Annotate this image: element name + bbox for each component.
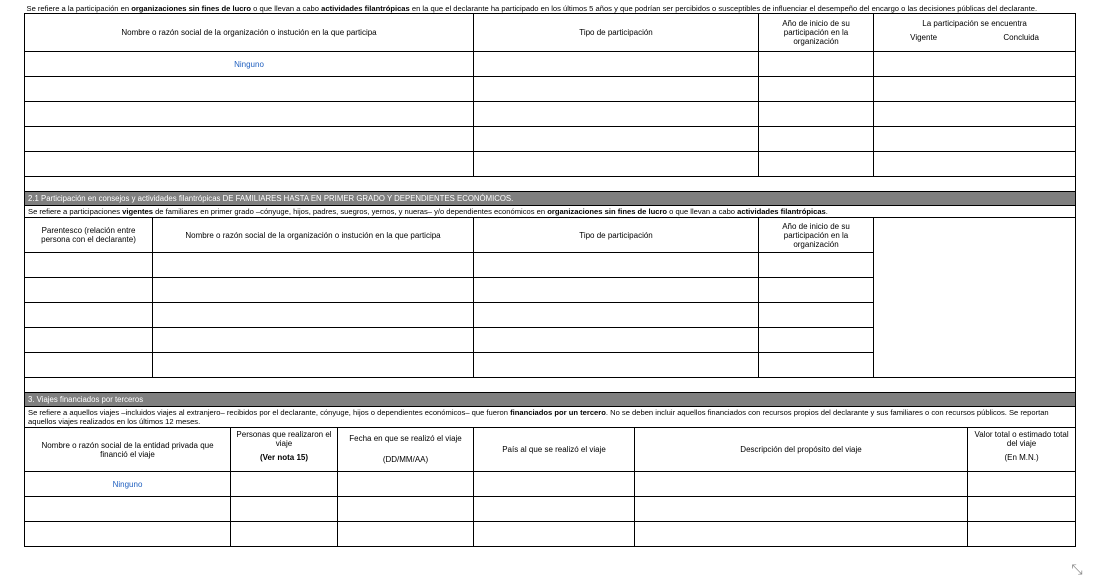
table-row bbox=[25, 102, 1076, 127]
collapse-icon[interactable]: ⤡ bbox=[1071, 561, 1083, 577]
col-header-entidad: Nombre o razón social de la entidad privada que financió el viaje bbox=[25, 428, 231, 472]
declaration-form bbox=[24, 0, 1075, 547]
col-header-tipo: Tipo de participación bbox=[474, 14, 759, 52]
section3-desc-row bbox=[25, 407, 1076, 428]
col-header-nombre: Nombre o razón social de la organización o instución en la que participa bbox=[25, 14, 474, 52]
spacer-row bbox=[25, 177, 1076, 192]
section3-title-bar bbox=[25, 393, 1076, 407]
col-header-anio: Año de inicio de su participación en la organización bbox=[759, 218, 874, 253]
col-header-descripcion: Descripción del propósito del viaje bbox=[635, 428, 968, 472]
ninguno-text: Ninguno bbox=[25, 472, 231, 497]
col-header-concluida: Concluida bbox=[1003, 33, 1039, 42]
form-table bbox=[24, 0, 1076, 547]
section21-header-row bbox=[25, 218, 1076, 253]
section2-intro: Se refiere a la participación en organizaciones sin fines de lucro o que llevan a cabo actividades filantrópicas en la que el declarante ha participado en los últimos 5 años y que podrían ser percibidos o susceptibles de influenciar el desempeño del encargo o las decisiones públicas del declarante. bbox=[26, 4, 1038, 13]
section3-title: 3. Viajes financiados por terceros bbox=[25, 393, 1076, 407]
section21-desc-row bbox=[25, 206, 1076, 218]
col-header-encuentra: La participación se encuentra Vigente Concluida bbox=[874, 14, 1076, 52]
table-row bbox=[25, 497, 1076, 522]
section21-title-bar bbox=[25, 192, 1076, 206]
col-header-valor: Valor total o estimado total del viaje (En M.N.) bbox=[968, 428, 1076, 472]
section2-intro-row bbox=[25, 0, 1076, 14]
section3-desc: Se refiere a aquellos viajes –incluidos viajes al extranjero– recibidos por el declarante, cónyuge, hijos o dependientes económicos– que fueron financiados por un tercero. No se deben incluir aquellos financiados con recursos propios del declarante y sus familiares o con recursos públicos. Se reportan aquellos viajes realizados en los últimos 12 meses. bbox=[25, 407, 1076, 428]
col-header-parentesco: Parentesco (relación entre persona con el declarante) bbox=[25, 218, 153, 253]
col-header-pais: País al que se realizó el viaje bbox=[474, 428, 635, 472]
blank-area bbox=[874, 218, 1076, 378]
table-row bbox=[25, 472, 1076, 497]
spacer-row bbox=[25, 378, 1076, 393]
table-row bbox=[25, 152, 1076, 177]
table-row bbox=[25, 52, 1076, 77]
col-header-nombre: Nombre o razón social de la organización o instución en la que participa bbox=[153, 218, 474, 253]
col-header-vigente: Vigente bbox=[910, 33, 938, 42]
col-header-tipo: Tipo de participación bbox=[474, 218, 759, 253]
section2-header-row bbox=[25, 14, 1076, 52]
table-row bbox=[25, 77, 1076, 102]
section3-header-row bbox=[25, 428, 1076, 472]
table-row bbox=[25, 522, 1076, 547]
col-header-fecha: Fecha en que se realizó el viaje (DD/MM/AA) bbox=[338, 428, 474, 472]
section21-desc: Se refiere a participaciones vigentes de familiares en primer grado –cónyuge, hijos, padres, suegros, yernos, y nueras– y/o dependientes económicos en organizaciones sin fines de lucro o que llevan a cabo actividades filantrópicas. bbox=[25, 206, 1076, 218]
col-header-anio: Año de inicio de su participación en la organización bbox=[759, 14, 874, 52]
section21-title: 2.1 Participación en consejos y actividades filantrópicas DE FAMILIARES HASTA EN PRIMER GRADO Y DEPENDIENTES ECONÓMICOS. bbox=[25, 192, 1076, 206]
col-header-personas: Personas que realizaron el viaje (Ver nota 15) bbox=[231, 428, 338, 472]
table-row bbox=[25, 127, 1076, 152]
ninguno-text: Ninguno bbox=[25, 52, 474, 77]
